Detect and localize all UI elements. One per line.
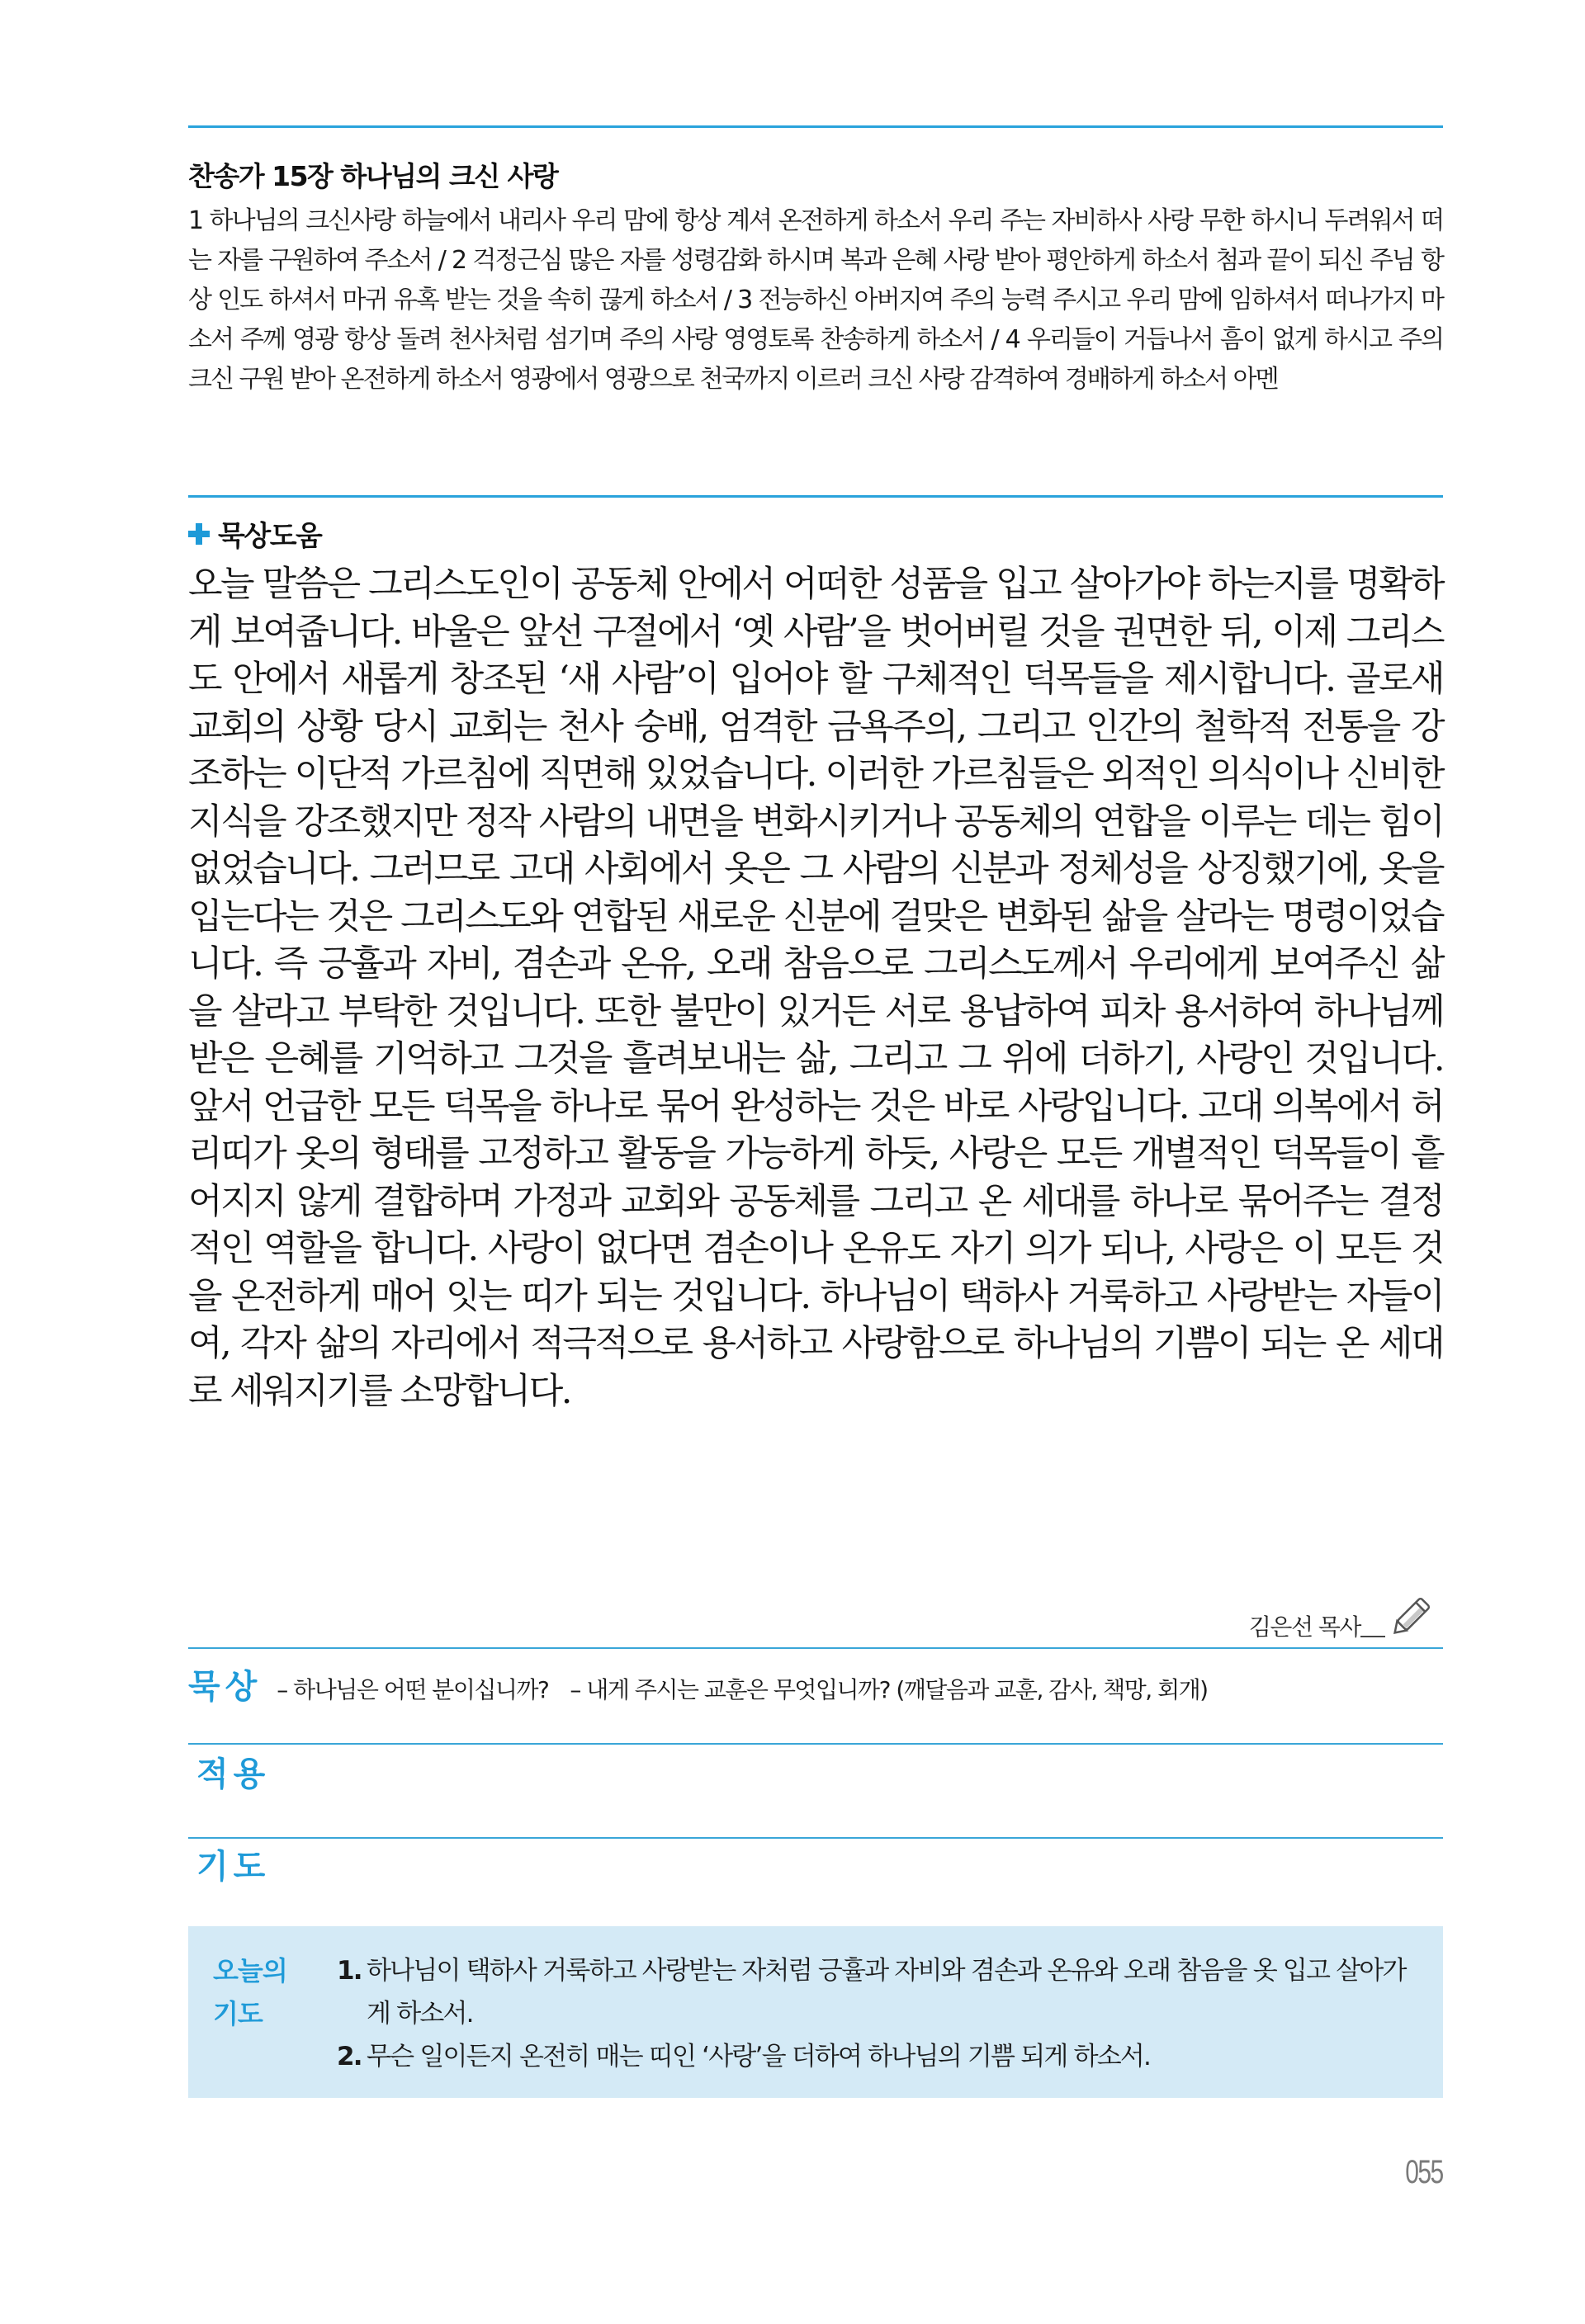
pencil-icon (1385, 1593, 1435, 1642)
prayer-item-number: 2. (337, 2042, 362, 2071)
author-name: 김은선 목사 (1248, 1613, 1360, 1641)
meditation-divider (188, 1647, 1443, 1649)
prayer-divider (188, 1837, 1443, 1839)
todays-prayer-label (213, 1949, 304, 2035)
top-divider (188, 125, 1443, 128)
meditation-question: – 하나님은 어떤 분이십니까? (277, 1676, 549, 1703)
todays-prayer-label-line2: 기도 (213, 1998, 263, 2029)
meditation-help-body: 오늘 말씀은 그리스도인이 공동체 안에서 어떠한 성품을 입고 살아가야 하는지를 명확하게 보여줍니다. 바울은 앞선 구절에서 ‘옛 사람’을 벗어버릴 것을 권면한 뒤, 이제 그리스도 안에서 새롭게 창조된 ‘새 사람’이 입어야 할 구체적인 덕목들을 제시합니다. 골로새 교회의 상황 당시 교회는 천사 숭배, 엄격한 금욕주의, 그리고 인간의 철학적 전통을 강조하는 이단적 가르침에 직면해 있었습니다. 이러한 가르침들은 외적인 의식이나 신비한 지식을 강조했지만 정작 사람의 내면을 변화시키거나 공동체의 연합을 이루는 데는 힘이 없었습니다. 그러므로 고대 사회에서 옷은 그 사람의 신분과 정체성을 상징했기에, 옷을 입는다는 것은 그리스도와 연합된 새로운 신분에 걸맞은 변화된 삶을 살라는 명령이었습니다. 즉 긍휼과 자비, 겸손과 온유, 오래 참음으로 그리스도께서 우리에게 보여주신 삶을 살라고 부탁한 것입니다. 또한 불만이 있거든 서로 용납하여 피차 용서하여 하나님께 받은 은혜를 기억하고 그것을 흘려보내는 삶, 그리고 그 위에 더하기, 사랑인 것입니다. 앞서 언급한 모든 덕목을 하나로 묶어 완성하는 것은 바로 사랑입니다. 고대 의복에서 허리띠가 옷의 형태를 고정하고 활동을 가능하게 하듯, 사랑은 모든 개별적인 덕목들이 흩어지지 않게 결합하며 가정과 교회와 공동체를 그리고 온 세대를 하나로 묶어주는 결정적인 역할을 합니다. 사랑이 없다면 겸손이나 온유도 자기 의가 되나, 사랑은 이 모든 것을 온전하게 매어 잇는 띠가 되는 것입니다. 하나님이 택하사 거룩하고 사랑받는 자들이여, 각자 삶의 자리에서 적극적으로 용서하고 사랑함으로 하나님의 기쁨이 되는 온 세대로 세워지기를 소망합니다. (188, 564, 1443, 1412)
author-signature (1249, 1593, 1435, 1642)
meditation-row (188, 1660, 1208, 1708)
prayer-item (337, 2035, 1426, 2078)
todays-prayer-box (188, 1926, 1443, 2098)
prayer-item-text: 무슨 일이든지 온전히 매는 띠인 ‘사랑’을 더하여 하나님의 기쁨 되게 하소서. (367, 2042, 1151, 2071)
prayer-item-number: 1. (337, 1956, 362, 1986)
todays-prayer-label-line1: 오늘의 (213, 1955, 287, 1986)
prayer-item-text: 하나님이 택하사 거룩하고 사랑받는 자처럼 긍휼과 자비와 겸손과 온유와 오래 참음을 옷 입고 살아가게 하소서. (367, 1956, 1406, 2029)
hymn-divider (188, 495, 1443, 498)
application-divider (188, 1743, 1443, 1745)
plus-icon (188, 523, 210, 545)
prayer-list (337, 1949, 1426, 2078)
signature-line (1360, 1636, 1385, 1637)
application-label: 적용 (196, 1755, 271, 1793)
prayer-item (337, 1949, 1426, 2035)
hymn-lyrics: 1 하나님의 크신사랑 하늘에서 내리사 우리 맘에 항상 계셔 온전하게 하소서 우리 주는 자비하사 사랑 무한 하시니 두려워서 떠는 자를 구원하여 주소서 / 2 걱정근심 많은 자를 성령감화 하시며 복과 은혜 사랑 받아 평안하게 하소서 첨과 끝이 되신 주님 항상 인도 하셔서 마귀 유혹 받는 것을 속히 끊게 하소서 / 3 전능하신 아버지여 주의 능력 주시고 우리 맘에 임하셔서 떠나가지 마소서 주께 영광 항상 돌려 천사처럼 섬기며 주의 사랑 영영토록 찬송하게 하소서 / 4 우리들이 거듭나서 흠이 없게 하시고 주의 크신 구원 받아 온전하게 하소서 영광에서 영광으로 천국까지 이르러 크신 사랑 감격하여 경배하게 하소서 아멘 (188, 206, 1443, 394)
meditation-label: 묵상 (188, 1668, 263, 1706)
page-number: 055 (1405, 2154, 1443, 2190)
meditation-help-header (188, 513, 321, 554)
meditation-help-title: 묵상도움 (218, 520, 322, 553)
prayer-label: 기도 (196, 1848, 271, 1886)
meditation-question: – 내게 주시는 교훈은 무엇입니까? (깨달음과 교훈, 감사, 책망, 회개) (570, 1676, 1208, 1703)
hymn-title: 찬송가 15장 하나님의 크신 사랑 (188, 160, 558, 192)
